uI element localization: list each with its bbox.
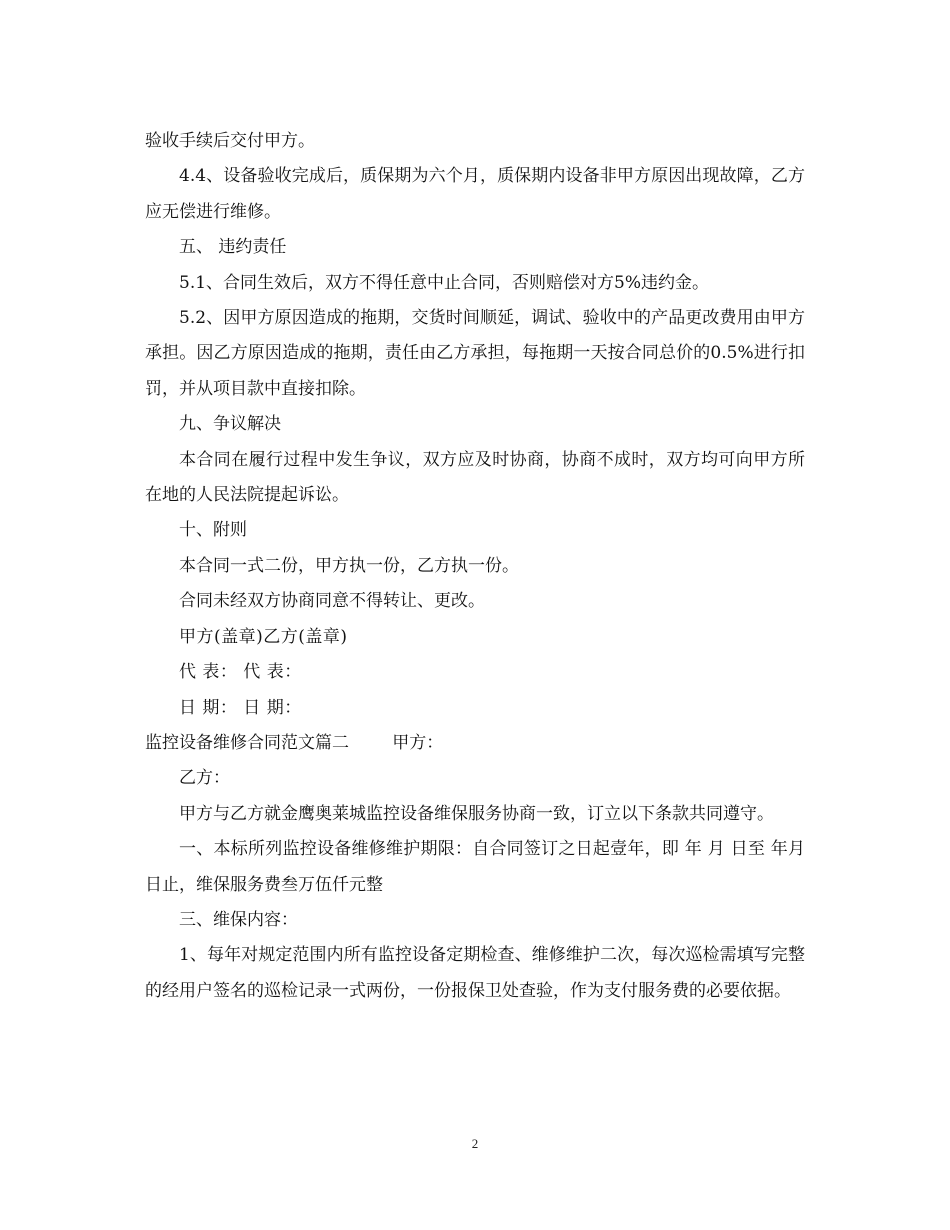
- party-b-line: 乙方：: [179, 768, 230, 789]
- signature-representative-line: 代 表： 代 表：: [179, 662, 302, 683]
- paragraph-warranty-4-4: 4.4、设备验收完成后，质保期为六个月，质保期内设备非甲方原因出现故障，乙方应无偿进行维修。: [145, 166, 805, 222]
- page-number: 2: [471, 1136, 479, 1151]
- document-body: [145, 124, 811, 1009]
- paragraph-no-transfer: 合同未经双方协商同意不得转让、更改。: [179, 591, 485, 612]
- paragraph-maintenance-period: 一、本标所列监控设备维修维护期限：自合同签订之日起壹年，即 年 月 日至 年月 日止，维保服务费叁万伍仟元整: [145, 839, 811, 895]
- paragraph-copies: 本合同一式二份，甲方执一份，乙方执一份。: [179, 555, 519, 576]
- signature-date-line: 日 期： 日 期：: [179, 697, 302, 718]
- signature-seal-line: 甲方(盖章)乙方(盖章): [179, 626, 348, 647]
- heading-supplementary: 十、附则: [179, 520, 247, 541]
- heading-breach-liability: 五、 违约责任: [179, 237, 287, 258]
- paragraph-clause-5-1: 5.1、合同生效后，双方不得任意中止合同，否则赔偿对方5%违约金。: [179, 272, 710, 293]
- paragraph-agreement-intro: 甲方与乙方就金鹰奥莱城监控设备维保服务协商一致，订立以下条款共同遵守。: [179, 803, 774, 824]
- heading-maintenance-content: 三、维保内容：: [179, 909, 298, 930]
- paragraph-clause-5-2: 5.2、因甲方原因造成的拖期，交货时间顺延，调试、验收中的产品更改费用由甲方承担。因乙方原因造成的拖期，责任由乙方承担，每拖期一天按合同总价的0.5%进行扣罚，并从项目款中直接扣除。: [145, 308, 805, 399]
- section-title-contract-two: 监控设备维修合同范文篇二 甲方：: [145, 732, 444, 753]
- paragraph-inspection-requirement: 1、每年对规定范围内所有监控设备定期检查、维修维护二次，每次巡检需填写完整的经用户签名的巡检记录一式两份，一份报保卫处查验，作为支付服务费的必要依据。: [145, 945, 805, 1001]
- paragraph-acceptance-delivery: 验收手续后交付甲方。: [145, 131, 315, 151]
- heading-dispute-resolution: 九、争议解决: [179, 414, 281, 435]
- paragraph-dispute-resolution: 本合同在履行过程中发生争议，双方应及时协商，协商不成时，双方均可向甲方所在地的人民法院提起诉讼。: [145, 449, 805, 506]
